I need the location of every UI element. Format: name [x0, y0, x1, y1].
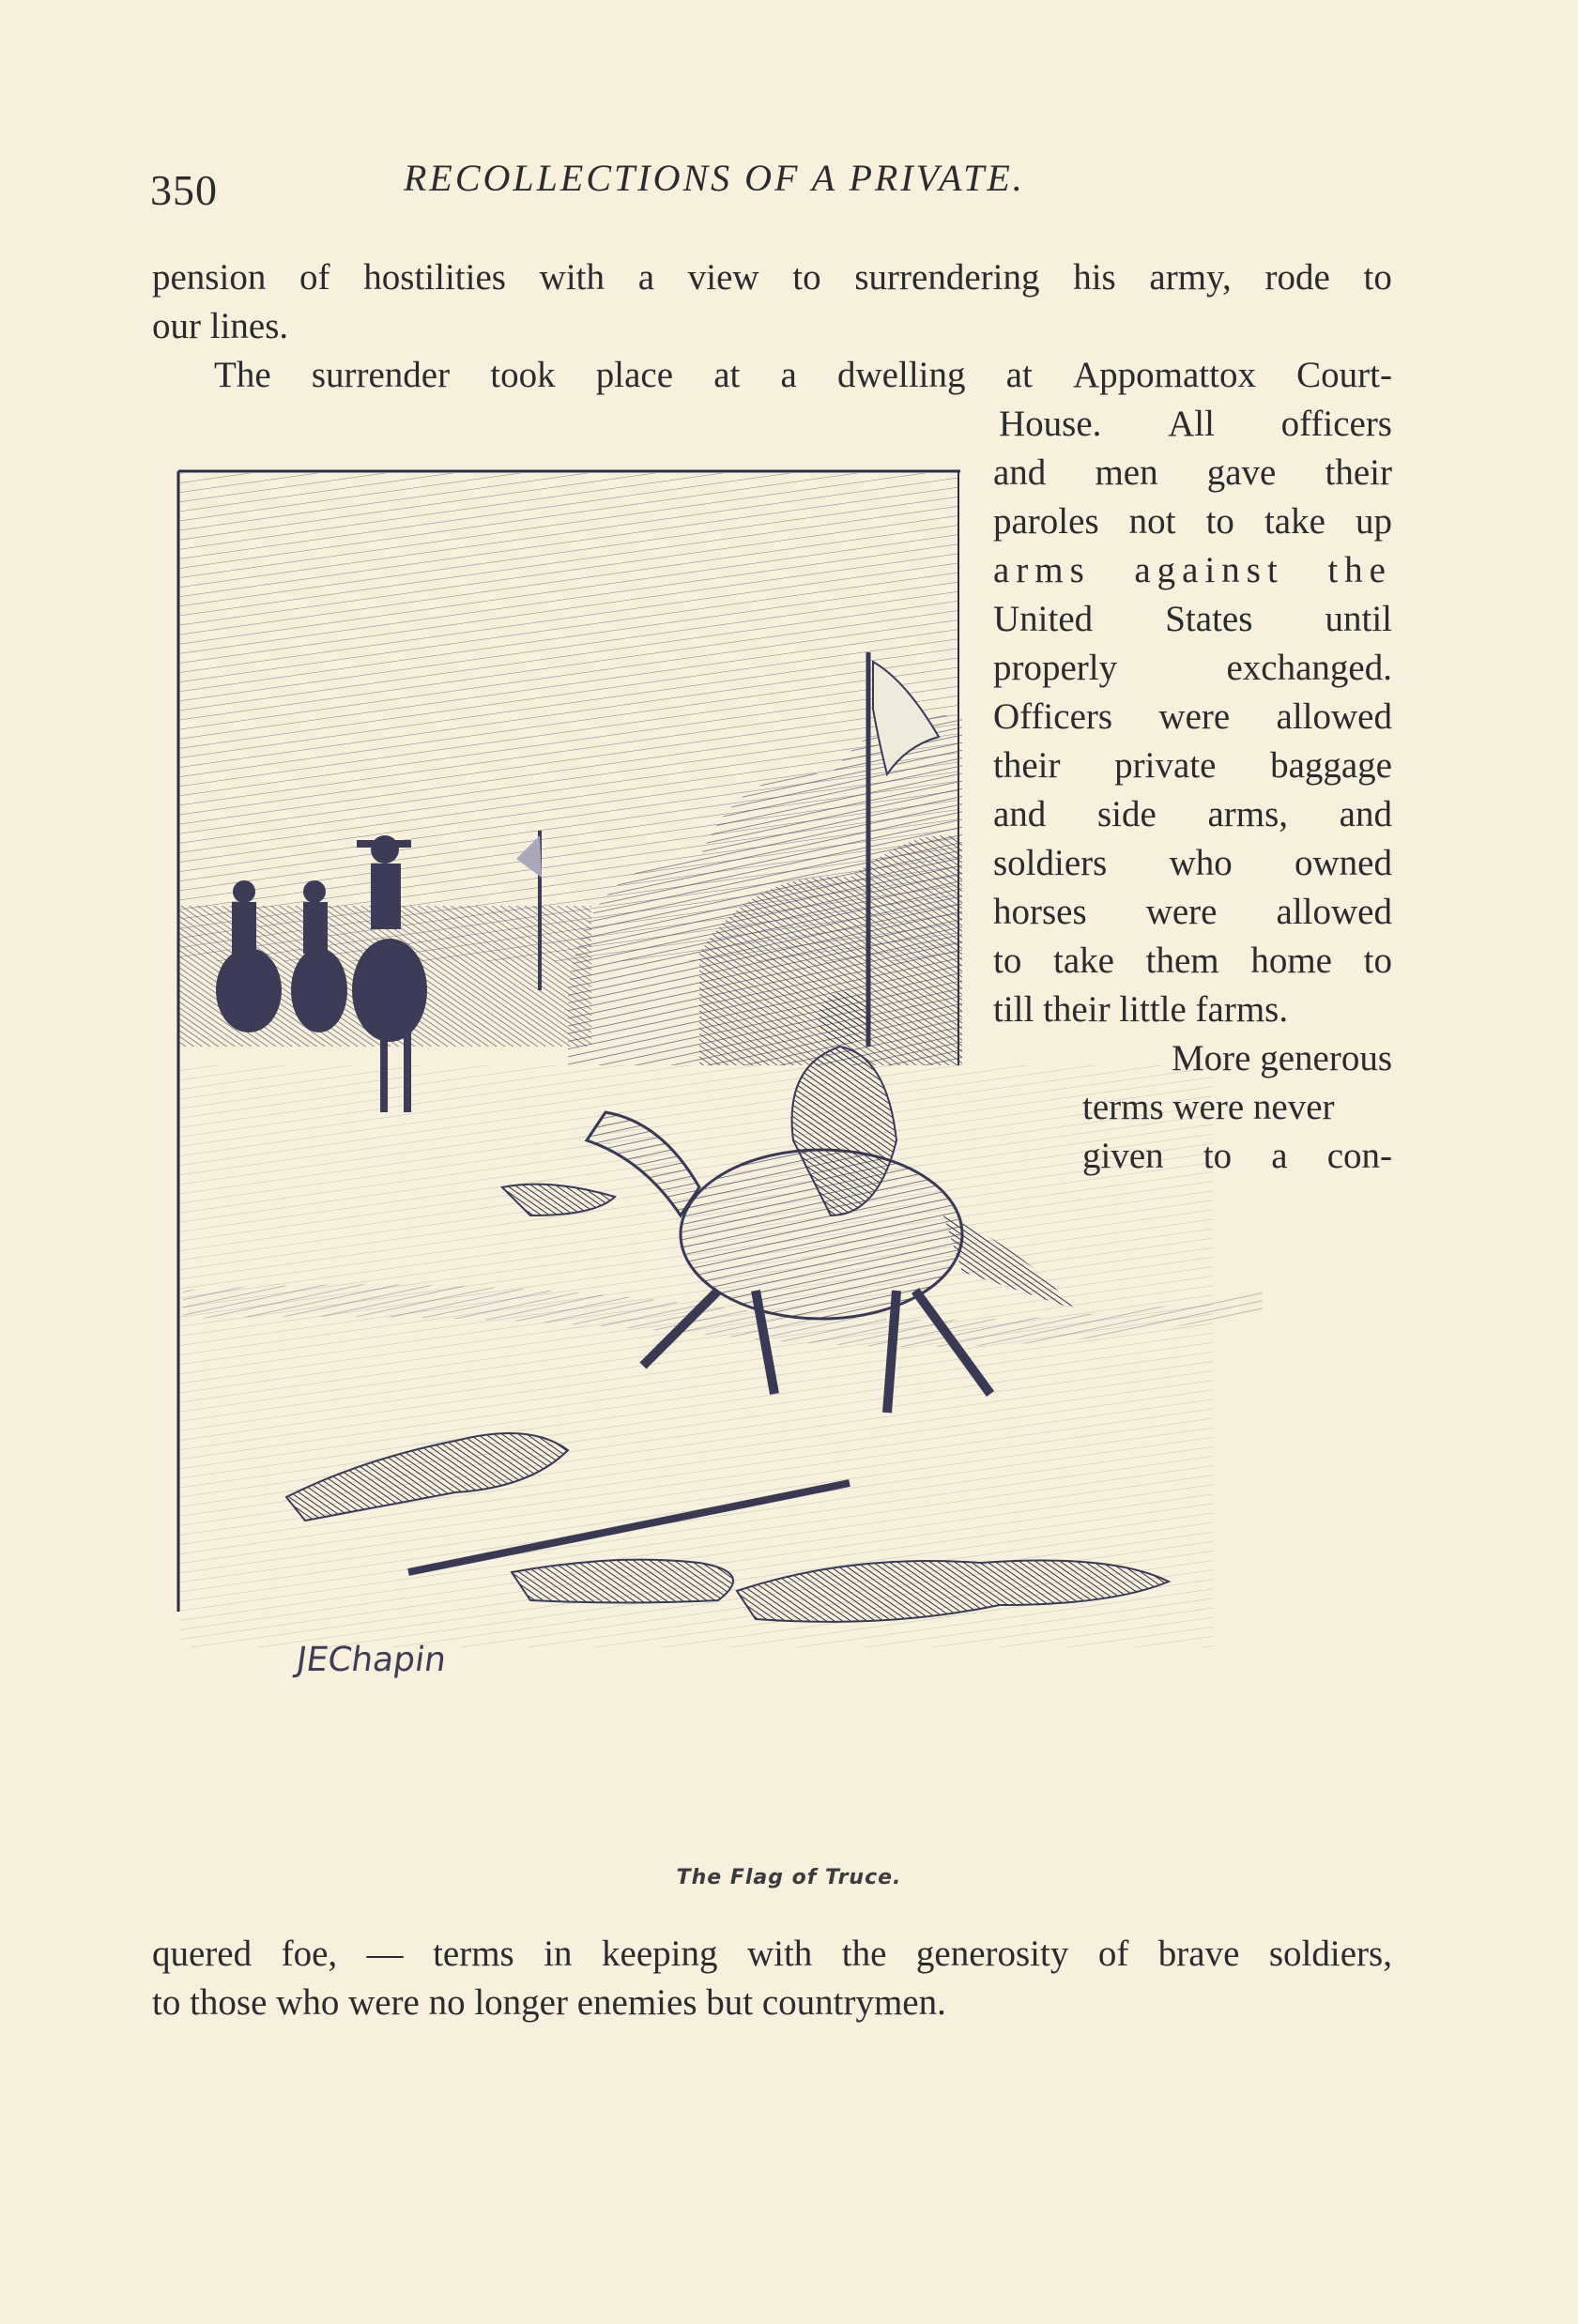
page-number: 350: [150, 166, 218, 214]
text-line-17: More generous: [1171, 1038, 1392, 1078]
word: generosity: [915, 1934, 1069, 1974]
word: place: [595, 355, 674, 395]
word: —: [366, 1934, 404, 1974]
word: baggage: [1270, 745, 1392, 786]
word: soldiers,: [1268, 1934, 1392, 1974]
illustration-caption: The Flag of Truce.: [676, 1866, 902, 1889]
text-line-20: [152, 1935, 1392, 1972]
word: keeping: [602, 1934, 718, 1974]
word: of: [1097, 1934, 1129, 1974]
word: his: [1073, 257, 1116, 298]
word: con-: [1326, 1136, 1392, 1176]
word: pension: [152, 257, 267, 298]
word: army,: [1149, 257, 1232, 298]
word: allowed: [1276, 892, 1392, 932]
word: owned: [1295, 843, 1392, 883]
word: dwelling: [837, 355, 966, 395]
word: The: [214, 355, 271, 395]
text-line-3: [214, 357, 1392, 393]
word: allowed: [1276, 696, 1392, 737]
word: a: [780, 355, 797, 395]
word: men: [1095, 452, 1158, 493]
text-line-2: our lines.: [152, 306, 289, 346]
word: Court-: [1296, 355, 1392, 395]
word: arms,: [1207, 794, 1289, 834]
word: Officers: [993, 696, 1113, 737]
word: House.: [999, 404, 1102, 444]
word: were: [1145, 892, 1218, 932]
text-line-1: [152, 259, 1392, 296]
word: surrender: [311, 355, 451, 395]
word: to: [1363, 940, 1392, 981]
word: side: [1096, 794, 1157, 834]
word: horses: [993, 892, 1087, 932]
text-line-21: to those who were no longer enemies but countrymen.: [152, 1982, 946, 2023]
word: their: [1325, 452, 1392, 493]
word: at: [713, 355, 741, 395]
word: surrendering: [854, 257, 1040, 298]
word: paroles: [993, 501, 1099, 542]
word: officers: [1280, 404, 1392, 444]
word: against: [1134, 550, 1284, 590]
word: rode: [1264, 257, 1330, 298]
word: took: [490, 355, 556, 395]
word: Appomattox: [1073, 355, 1256, 395]
word: in: [544, 1934, 573, 1974]
word: with: [746, 1934, 813, 1974]
word: a: [1271, 1136, 1288, 1176]
word: view: [687, 257, 759, 298]
running-title: RECOLLECTIONS OF A PRIVATE.: [404, 157, 1025, 199]
word: to: [1205, 501, 1234, 542]
word: foe,: [281, 1934, 338, 1974]
word: their: [993, 745, 1061, 786]
word: States: [1165, 599, 1253, 639]
word: take: [1264, 501, 1325, 542]
word: a: [637, 257, 655, 298]
word: soldiers: [993, 843, 1108, 883]
word: private: [1114, 745, 1217, 786]
word: the: [1327, 550, 1392, 590]
word: at: [1005, 355, 1033, 395]
word: hostilities: [363, 257, 506, 298]
word: to: [993, 940, 1022, 981]
word: and: [993, 794, 1047, 834]
word: who: [1169, 843, 1233, 883]
word: All: [1168, 404, 1215, 444]
word: exchanged.: [1226, 648, 1392, 688]
word: terms: [433, 1934, 514, 1974]
word: to: [1203, 1136, 1233, 1176]
word: not: [1128, 501, 1176, 542]
word: until: [1325, 599, 1392, 639]
word: properly: [993, 648, 1118, 688]
word: them: [1145, 940, 1219, 981]
word: United: [993, 599, 1094, 639]
word: to: [792, 257, 821, 298]
word: and: [1339, 794, 1392, 834]
text-line-18: terms were never: [1082, 1087, 1335, 1127]
word: take: [1053, 940, 1114, 981]
text-line-16: till their little farms.: [993, 989, 1289, 1030]
word: gave: [1206, 452, 1277, 493]
artist-signature: JEChapin: [294, 1641, 449, 1679]
word: of: [299, 257, 330, 298]
word: the: [841, 1934, 887, 1974]
word: home: [1250, 940, 1332, 981]
word: brave: [1157, 1934, 1240, 1974]
word: and: [993, 452, 1047, 493]
word: quered: [152, 1934, 253, 1974]
word: up: [1355, 501, 1392, 542]
word: given: [1082, 1136, 1164, 1176]
text-line-4: [999, 405, 1392, 442]
word: with: [539, 257, 605, 298]
word: arms: [993, 550, 1091, 590]
word: were: [1158, 696, 1231, 737]
word: to: [1363, 257, 1392, 298]
